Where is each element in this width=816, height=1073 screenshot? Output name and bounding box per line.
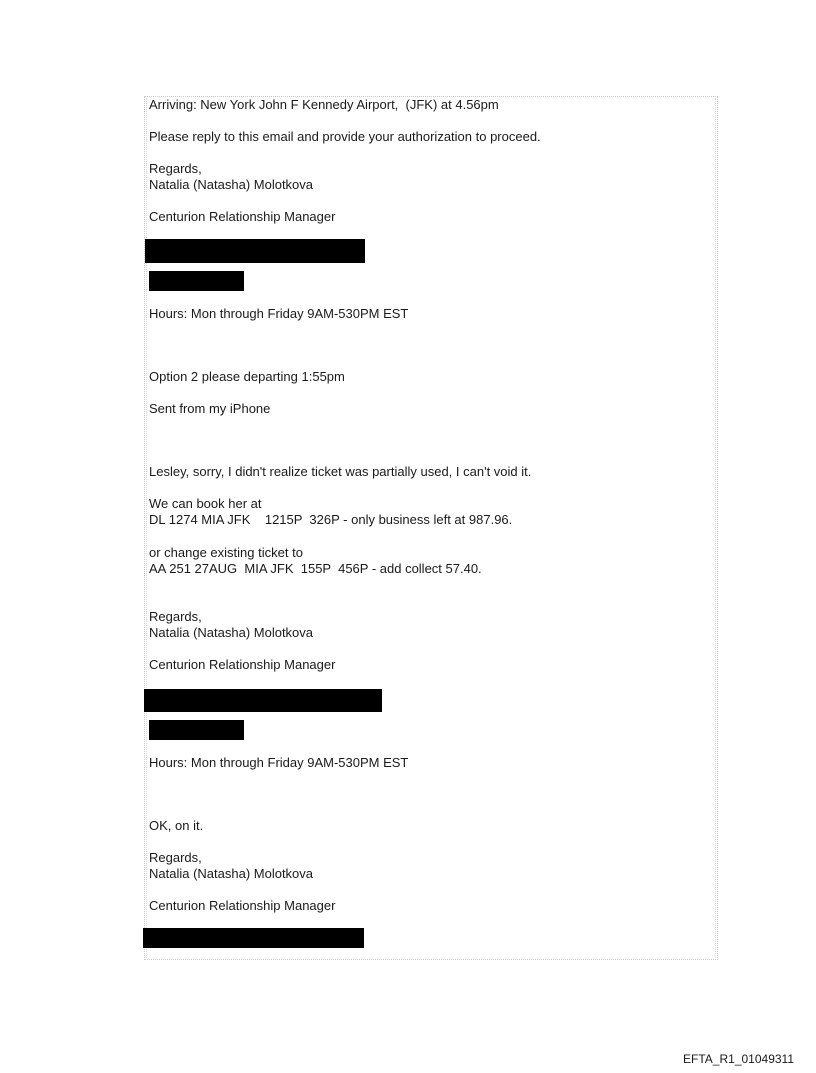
sent-from-line: Sent from my iPhone <box>149 401 271 416</box>
redaction-box <box>149 720 244 740</box>
signature-regards: Regards, <box>149 850 202 865</box>
ok-line: OK, on it. <box>149 818 204 833</box>
signature-regards: Regards, <box>149 609 202 624</box>
signature-name: Natalia (Natasha) Molotkova <box>149 625 314 640</box>
reply-request-line: Please reply to this email and provide your authorization to proceed. <box>149 129 541 144</box>
signature-hours: Hours: Mon through Friday 9AM-530PM EST <box>149 306 409 321</box>
book-line: We can book her at <box>149 496 262 511</box>
flight-aa-line: AA 251 27AUG MIA JFK 155P 456P - add collect 57.40. <box>149 561 482 576</box>
option-line: Option 2 please departing 1:55pm <box>149 369 345 384</box>
redaction-box <box>145 239 365 263</box>
signature-name: Natalia (Natasha) Molotkova <box>149 866 314 881</box>
signature-title: Centurion Relationship Manager <box>149 898 336 913</box>
signature-title: Centurion Relationship Manager <box>149 209 336 224</box>
redaction-box <box>143 928 364 948</box>
change-ticket-line: or change existing ticket to <box>149 545 303 560</box>
document-id: EFTA_R1_01049311 <box>683 1052 794 1066</box>
email-frame-inner <box>146 98 716 958</box>
signature-name: Natalia (Natasha) Molotkova <box>149 177 314 192</box>
signature-hours: Hours: Mon through Friday 9AM-530PM EST <box>149 755 409 770</box>
redaction-box <box>144 689 382 712</box>
arriving-line: Arriving: New York John F Kennedy Airport, (JFK) at 4.56pm <box>149 97 499 112</box>
flight-dl-line: DL 1274 MIA JFK 1215P 326P - only business left at 987.96. <box>149 512 513 527</box>
signature-regards: Regards, <box>149 161 202 176</box>
redaction-box <box>149 271 244 291</box>
signature-title: Centurion Relationship Manager <box>149 657 336 672</box>
lesley-line: Lesley, sorry, I didn't realize ticket was partially used, I can't void it. <box>149 464 532 479</box>
